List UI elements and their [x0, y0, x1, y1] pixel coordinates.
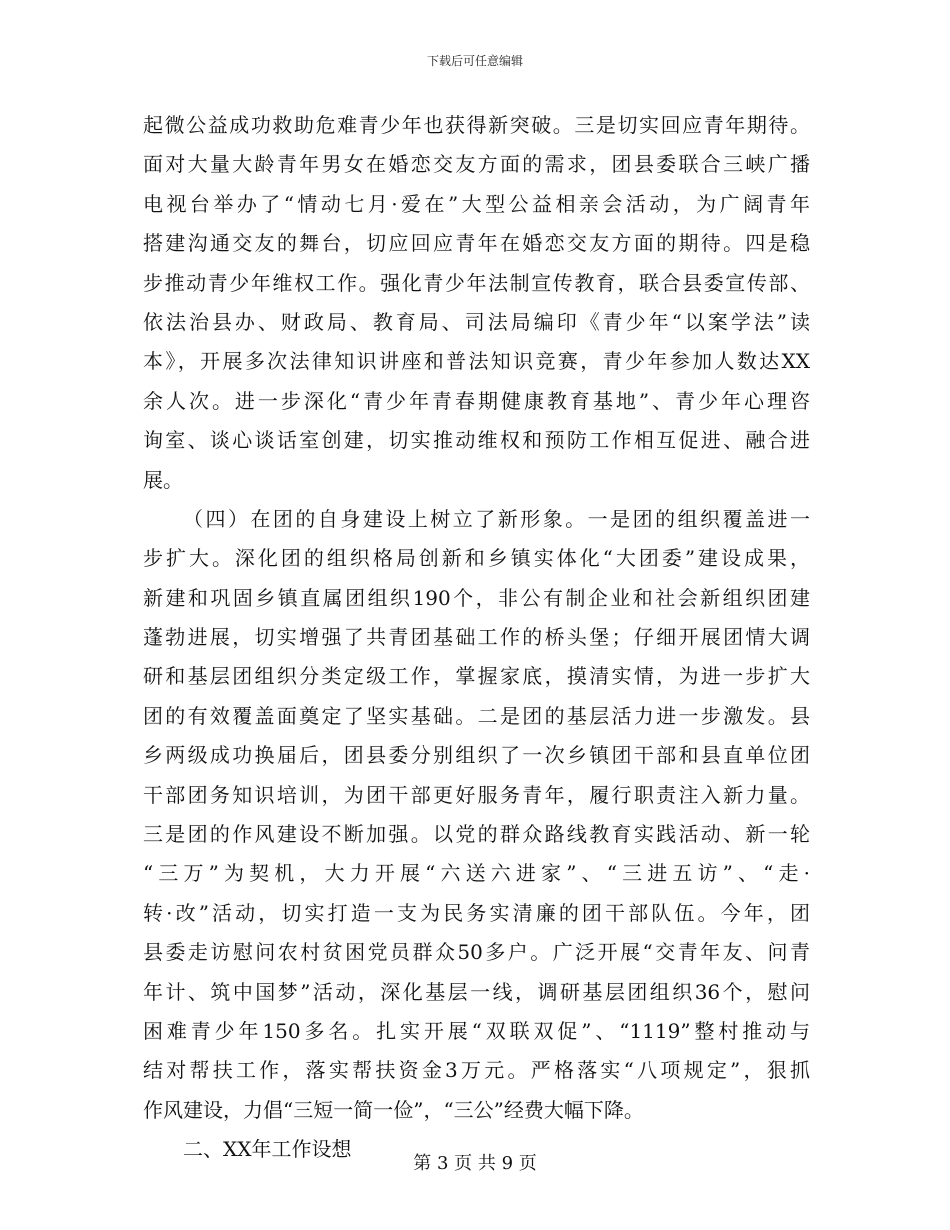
body-line: 依法治县办、财政局、教育局、司法局编印《青少年“以案学法”读 [143, 309, 810, 334]
body-line: 团的有效覆盖面奠定了坚实基础。二是团的基层活力进一步激发。县 [143, 703, 810, 728]
body-line: 转·改”活动，切实打造一支为民务实清廉的团干部队伍。今年，团 [143, 900, 810, 925]
body-line: 搭建沟通交友的舞台，切应回应青年在婚恋交友方面的期待。四是稳 [143, 231, 810, 256]
body-line: “三万”为契机，大力开展“六送六进家”、“三进五访”、“走· [143, 861, 810, 886]
body-line: 困难青少年150多名。扎实开展“双联双促”、“1119”整村推动与 [143, 1018, 810, 1043]
section-heading-line: （四）在团的自身建设上树立了新形象。一是团的组织覆盖进一 [183, 506, 810, 531]
body-line: 面对大量大龄青年男女在婚恋交友方面的需求，团县委联合三峡广播 [143, 152, 810, 177]
page-footer: 第 3 页 共 9 页 [413, 1153, 537, 1174]
document-body [143, 106, 810, 1170]
body-line: 干部团务知识培训，为团干部更好服务青年，履行职责注入新力量。 [143, 782, 810, 807]
body-line: 余人次。进一步深化“青少年青春期健康教育基地”、青少年心理咨 [143, 388, 810, 413]
body-line: 步推动青少年维权工作。强化青少年法制宣传教育，联合县委宣传部、 [143, 270, 810, 295]
body-line: 蓬勃进展，切实增强了共青团基础工作的桥头堡；仔细开展团情大调 [143, 625, 810, 650]
body-line: 起微公益成功救助危难青少年也获得新突破。三是切实回应青年期待。 [143, 113, 810, 137]
page-header: 下载后可任意编辑 [426, 54, 523, 68]
body-line: 乡两级成功换届后，团县委分别组织了一次乡镇团干部和县直单位团 [143, 743, 810, 768]
body-line: 步扩大。深化团的组织格局创新和乡镇实体化“大团委”建设成果， [143, 546, 810, 571]
body-line: 研和基层团组织分类定级工作，掌握家底，摸清实情，为进一步扩大 [143, 664, 810, 689]
body-line: 年计、筑中国梦”活动，深化基层一线，调研基层团组织36个，慰问 [143, 979, 810, 1004]
section-heading-line: 二、XX年工作设想 [183, 1137, 352, 1162]
body-line: 新建和巩固乡镇直属团组织190个，非公有制企业和社会新组织团建 [143, 585, 810, 610]
body-line: 电视台举办了“情动七月·爱在”大型公益相亲会活动，为广阔青年 [143, 191, 810, 216]
body-line: 询室、谈心谈话室创建，切实推动维权和预防工作相互促进、融合进 [143, 428, 810, 453]
body-line: 作风建设，力倡“三短一简一俭”，“三公”经费大幅下降。 [143, 1097, 644, 1122]
body-line: 展。 [143, 467, 183, 492]
body-line: 本》，开展多次法律知识讲座和普法知识竞赛，青少年参加人数达XX [143, 349, 810, 374]
body-line: 县委走访慰问农村贫困党员群众50多户。广泛开展“交青年友、问青 [143, 940, 810, 965]
body-line: 三是团的作风建设不断加强。以党的群众路线教育实践活动、新一轮 [143, 822, 810, 847]
body-line: 结对帮扶工作，落实帮扶资金3万元。严格落实“八项规定”，狠抓 [143, 1058, 810, 1083]
